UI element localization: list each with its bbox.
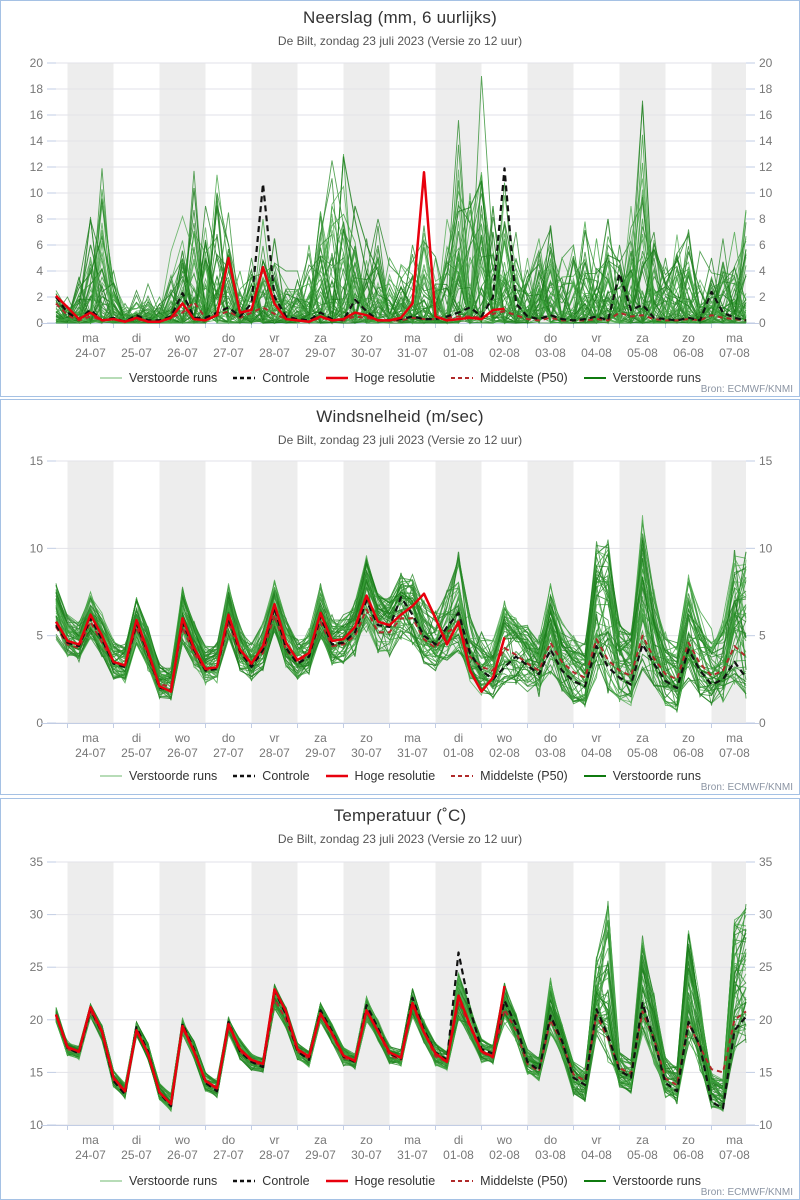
x-tick-date: 26-07 xyxy=(167,1148,198,1162)
y-axis-left xyxy=(30,855,56,1132)
x-tick-dow: di xyxy=(453,331,464,345)
x-tick-dow: di xyxy=(131,331,142,345)
x-tick-dow: wo xyxy=(174,1133,191,1147)
x-tick-dow: di xyxy=(131,731,142,745)
x-tick-date: 30-07 xyxy=(351,746,382,760)
x-tick-dow: do xyxy=(221,1133,236,1147)
x-tick-dow: za xyxy=(314,1133,327,1147)
chart-panel-windsnelheid xyxy=(0,399,800,795)
legend-label: Hoge resolutie xyxy=(354,371,436,385)
legend-item xyxy=(99,371,217,385)
svg-text:4: 4 xyxy=(759,264,766,278)
svg-text:12: 12 xyxy=(759,160,773,174)
x-tick-dow: do xyxy=(221,331,236,345)
x-tick-dow: di xyxy=(131,1133,142,1147)
svg-text:12: 12 xyxy=(29,160,43,174)
plot-svg-temperatuur xyxy=(1,799,799,1199)
x-tick-date: 06-08 xyxy=(673,1148,704,1162)
x-tick-date: 02-08 xyxy=(489,346,520,360)
y-axis-right xyxy=(746,56,773,330)
x-tick-date: 02-08 xyxy=(489,1148,520,1162)
legend xyxy=(1,769,799,783)
legend-swatch-line xyxy=(325,1176,349,1186)
x-axis xyxy=(41,1125,759,1162)
svg-text:8: 8 xyxy=(759,212,766,226)
legend-item xyxy=(232,371,309,385)
legend-swatch-line xyxy=(583,771,607,781)
svg-text:10: 10 xyxy=(29,1118,43,1132)
legend-label: Controle xyxy=(262,1174,310,1188)
x-tick-date: 01-08 xyxy=(443,1148,474,1162)
svg-text:15: 15 xyxy=(759,1065,773,1080)
x-tick-date: 29-07 xyxy=(305,746,336,760)
x-tick-dow: ma xyxy=(726,1133,743,1147)
x-tick-dow: vr xyxy=(269,331,280,345)
plot-svg-neerslag xyxy=(1,1,799,396)
x-tick-date: 05-08 xyxy=(627,1148,658,1162)
legend-item xyxy=(450,1174,568,1188)
legend-swatch-line xyxy=(583,1176,607,1186)
svg-text:0: 0 xyxy=(759,716,766,730)
x-tick-date: 30-07 xyxy=(351,346,382,360)
x-tick-dow: do xyxy=(543,731,558,745)
legend-swatch-line xyxy=(325,771,349,781)
x-tick-date: 30-07 xyxy=(351,1148,382,1162)
x-tick-dow: di xyxy=(453,731,464,745)
x-tick-date: 03-08 xyxy=(535,746,566,760)
chart-panel-temperatuur xyxy=(0,798,800,1200)
legend-item xyxy=(325,769,436,783)
x-axis xyxy=(41,723,759,760)
legend-swatch-line xyxy=(583,373,607,383)
legend-item xyxy=(232,1174,309,1188)
x-tick-date: 27-07 xyxy=(213,346,244,360)
x-tick-date: 01-08 xyxy=(443,346,474,360)
svg-text:25: 25 xyxy=(759,960,773,975)
y-axis-right xyxy=(746,454,773,730)
chart-title: Temperatuur (˚C) xyxy=(333,806,467,825)
legend-label: Verstoorde runs xyxy=(129,769,218,783)
x-tick-dow: wo xyxy=(496,331,513,345)
chart-title: Windsnelheid (m/sec) xyxy=(316,407,484,426)
x-tick-date: 04-08 xyxy=(581,1148,612,1162)
x-tick-dow: ma xyxy=(726,731,743,745)
x-tick-date: 06-08 xyxy=(673,346,704,360)
x-tick-date: 03-08 xyxy=(535,346,566,360)
y-axis-right xyxy=(746,855,773,1132)
x-tick-date: 25-07 xyxy=(121,346,152,360)
x-tick-dow: ma xyxy=(82,731,99,745)
x-tick-dow: wo xyxy=(174,731,191,745)
x-tick-dow: wo xyxy=(174,331,191,345)
x-tick-date: 04-08 xyxy=(581,746,612,760)
plot-svg-windsnelheid xyxy=(1,400,799,794)
svg-text:4: 4 xyxy=(36,264,43,278)
svg-text:15: 15 xyxy=(759,454,773,468)
x-tick-dow: vr xyxy=(591,1133,602,1147)
legend-item xyxy=(450,371,568,385)
legend-item xyxy=(583,1174,701,1188)
x-tick-dow: zo xyxy=(682,731,695,745)
source-credit: Bron: ECMWF/KNMI xyxy=(700,384,793,395)
svg-text:10: 10 xyxy=(759,1118,773,1132)
svg-text:10: 10 xyxy=(759,541,773,556)
legend-item xyxy=(99,1174,217,1188)
x-tick-dow: zo xyxy=(360,331,373,345)
x-tick-dow: za xyxy=(636,731,649,745)
x-tick-dow: ma xyxy=(404,1133,421,1147)
x-tick-dow: di xyxy=(453,1133,464,1147)
legend-swatch-line xyxy=(450,771,474,781)
x-tick-date: 31-07 xyxy=(397,746,428,760)
legend-swatch-line xyxy=(232,771,256,781)
legend-label: Controle xyxy=(262,769,310,783)
legend-label: Middelste (P50) xyxy=(480,769,568,783)
x-tick-date: 04-08 xyxy=(581,346,612,360)
x-tick-date: 25-07 xyxy=(121,1148,152,1162)
legend-label: Middelste (P50) xyxy=(480,371,568,385)
legend-label: Hoge resolutie xyxy=(354,1174,436,1188)
x-tick-dow: do xyxy=(543,331,558,345)
legend-swatch-line xyxy=(232,1176,256,1186)
legend-item xyxy=(583,371,701,385)
x-tick-date: 01-08 xyxy=(443,746,474,760)
x-tick-dow: ma xyxy=(404,731,421,745)
legend-label: Verstoorde runs xyxy=(612,1174,701,1188)
x-tick-dow: za xyxy=(314,731,327,745)
svg-text:16: 16 xyxy=(29,108,43,122)
svg-text:15: 15 xyxy=(29,1065,43,1080)
x-tick-dow: vr xyxy=(269,731,280,745)
x-tick-dow: vr xyxy=(591,731,602,745)
x-tick-dow: wo xyxy=(496,1133,513,1147)
legend xyxy=(1,1174,799,1188)
x-tick-date: 06-08 xyxy=(673,746,704,760)
svg-text:15: 15 xyxy=(29,454,43,468)
svg-text:10: 10 xyxy=(29,541,43,556)
x-tick-date: 24-07 xyxy=(75,346,106,360)
chart-panel-neerslag xyxy=(0,0,800,397)
x-tick-date: 24-07 xyxy=(75,1148,106,1162)
x-tick-date: 28-07 xyxy=(259,346,290,360)
svg-text:2: 2 xyxy=(759,290,766,304)
svg-text:10: 10 xyxy=(29,186,43,200)
x-tick-dow: ma xyxy=(404,331,421,345)
legend xyxy=(1,371,799,385)
x-tick-date: 27-07 xyxy=(213,1148,244,1162)
y-axis-left xyxy=(30,56,56,330)
x-tick-date: 02-08 xyxy=(489,746,520,760)
legend-label: Hoge resolutie xyxy=(354,769,436,783)
x-tick-date: 24-07 xyxy=(75,746,106,760)
x-tick-date: 29-07 xyxy=(305,1148,336,1162)
legend-swatch-line xyxy=(232,373,256,383)
svg-text:14: 14 xyxy=(759,134,773,148)
x-tick-date: 26-07 xyxy=(167,746,198,760)
x-tick-date: 31-07 xyxy=(397,346,428,360)
legend-swatch-line xyxy=(450,373,474,383)
legend-label: Verstoorde runs xyxy=(129,1174,218,1188)
legend-item xyxy=(325,1174,436,1188)
svg-text:6: 6 xyxy=(759,238,766,252)
legend-swatch-line xyxy=(450,1176,474,1186)
x-tick-date: 31-07 xyxy=(397,1148,428,1162)
source-credit: Bron: ECMWF/KNMI xyxy=(700,782,793,793)
x-tick-dow: za xyxy=(636,331,649,345)
legend-label: Verstoorde runs xyxy=(612,769,701,783)
svg-text:25: 25 xyxy=(29,960,43,975)
legend-label: Controle xyxy=(262,371,310,385)
legend-label: Verstoorde runs xyxy=(612,371,701,385)
x-tick-date: 27-07 xyxy=(213,746,244,760)
svg-text:30: 30 xyxy=(759,907,773,922)
chart-subtitle: De Bilt, zondag 23 juli 2023 (Versie zo 12 uur) xyxy=(277,34,523,48)
legend-item xyxy=(99,769,217,783)
svg-text:20: 20 xyxy=(29,1012,43,1027)
x-tick-date: 28-07 xyxy=(259,1148,290,1162)
svg-text:35: 35 xyxy=(759,855,773,869)
svg-text:20: 20 xyxy=(759,1012,773,1027)
source-credit: Bron: ECMWF/KNMI xyxy=(700,1187,793,1198)
x-tick-dow: za xyxy=(314,331,327,345)
svg-text:20: 20 xyxy=(759,56,773,70)
x-axis xyxy=(41,323,759,360)
x-tick-date: 25-07 xyxy=(121,746,152,760)
svg-text:6: 6 xyxy=(36,238,43,252)
legend-swatch-line xyxy=(99,771,123,781)
svg-text:18: 18 xyxy=(759,82,773,96)
svg-text:0: 0 xyxy=(36,716,43,730)
svg-text:35: 35 xyxy=(29,855,43,869)
x-tick-dow: zo xyxy=(682,1133,695,1147)
x-tick-dow: vr xyxy=(591,331,602,345)
x-tick-date: 03-08 xyxy=(535,1148,566,1162)
svg-text:5: 5 xyxy=(759,628,766,643)
x-tick-date: 07-08 xyxy=(719,346,750,360)
chart-title: Neerslag (mm, 6 uurlijks) xyxy=(303,8,497,27)
svg-text:30: 30 xyxy=(29,907,43,922)
svg-text:0: 0 xyxy=(36,316,43,330)
x-tick-dow: ma xyxy=(82,1133,99,1147)
svg-text:8: 8 xyxy=(36,212,43,226)
svg-text:2: 2 xyxy=(36,290,43,304)
x-tick-date: 05-08 xyxy=(627,346,658,360)
x-tick-dow: zo xyxy=(360,731,373,745)
svg-text:0: 0 xyxy=(759,316,766,330)
svg-text:20: 20 xyxy=(29,56,43,70)
svg-text:5: 5 xyxy=(36,628,43,643)
svg-text:16: 16 xyxy=(759,108,773,122)
x-tick-date: 28-07 xyxy=(259,746,290,760)
y-axis-left xyxy=(30,454,56,730)
legend-item xyxy=(325,371,436,385)
x-tick-date: 07-08 xyxy=(719,1148,750,1162)
svg-text:10: 10 xyxy=(759,186,773,200)
legend-swatch-line xyxy=(99,1176,123,1186)
x-tick-dow: za xyxy=(636,1133,649,1147)
x-tick-dow: wo xyxy=(496,731,513,745)
x-tick-date: 26-07 xyxy=(167,346,198,360)
x-tick-date: 05-08 xyxy=(627,746,658,760)
legend-item xyxy=(232,769,309,783)
x-tick-dow: do xyxy=(543,1133,558,1147)
x-tick-dow: ma xyxy=(82,331,99,345)
chart-subtitle: De Bilt, zondag 23 juli 2023 (Versie zo 12 uur) xyxy=(277,433,523,447)
x-tick-date: 29-07 xyxy=(305,346,336,360)
x-tick-dow: ma xyxy=(726,331,743,345)
chart-subtitle: De Bilt, zondag 23 juli 2023 (Versie zo 12 uur) xyxy=(277,832,523,846)
x-tick-dow: vr xyxy=(269,1133,280,1147)
legend-item xyxy=(583,769,701,783)
x-tick-dow: zo xyxy=(682,331,695,345)
x-tick-dow: zo xyxy=(360,1133,373,1147)
legend-item xyxy=(450,769,568,783)
svg-text:14: 14 xyxy=(29,134,43,148)
legend-swatch-line xyxy=(325,373,349,383)
x-tick-date: 07-08 xyxy=(719,746,750,760)
legend-swatch-line xyxy=(99,373,123,383)
x-tick-dow: do xyxy=(221,731,236,745)
legend-label: Middelste (P50) xyxy=(480,1174,568,1188)
legend-label: Verstoorde runs xyxy=(129,371,218,385)
svg-text:18: 18 xyxy=(29,82,43,96)
